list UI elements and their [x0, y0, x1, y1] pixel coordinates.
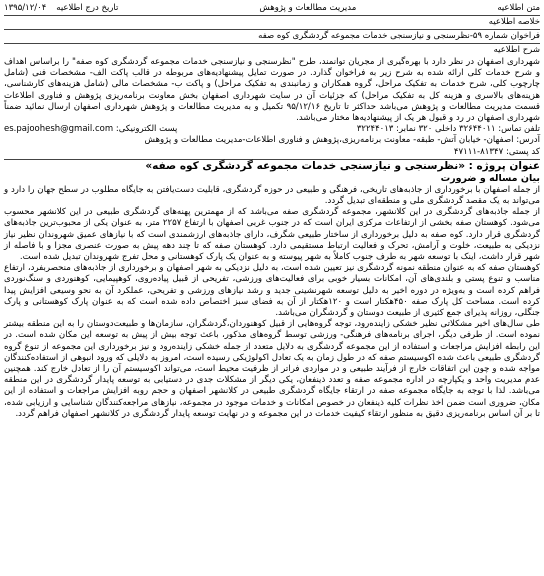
- body-paragraph: کوهستان صفه که به عنوان منطقه نمونه گردشگری نیز تعیین شده است، به دلیل نزدیکی به شهر اصفهان و برخورداری از جاذبه‌های منحصربفرد، ارتفاع مناسب و تنوع پستی و بلندی‌های آن، امکانات بسیار خوبی برای فعالیت‌های ورزشی، تفریحی از قبیل پیاده‌روی، کوهپیمایی، کوهنوردی و سنگ‌نوردی فراهم کرده است و به‌ویژه در دوره اخیر به دلیل توسعه شهرنشینی جدید و رشد نیازهای ورزشی و تفریحی، عملکرد آن به نحو وسیعی افزایش پیدا کرده است. مساحت کل پارک صفه ۴۵۰هکتار است و ۱۲۰هکتار از آن به فضای سبز اختصاص داده شده است که به عنوان پارک کوهستانی و پارک جنگلی، روزانه پذیرای جمع کثیری از طبیعت دوستان و گردشگران می‌باشد.: [4, 263, 541, 319]
- project-title: عنوان پروژه : «نظرسنجی و نیازسنجی خدمات مجموعه گردشگری کوه صفه»: [4, 159, 540, 173]
- intro-paragraph: شهرداری اصفهان در نظر دارد با بهره‌گیری از مجریان توانمند، طرح "نظرسنجی و نیازسنجی خدمات مجموعه گردشگری کوه صفه" را براساس اهداف و شرح خدمات کلی ارائه شده به شرح زیر به فراخوان گذارد. در صورت تمایل پیشنهادیه‌های مربوطه در قالب پاکت الف- مشخصات فنی (شامل چارچوب کلی، شرح خدمات به تفکیک مراحل، گروه همکاران و زمانبندی به تفکیک مراحل) و پاکت ب- مشخصات مالی (شامل هزینه‌های کارشناسی، هزینه‌های بالاسری و هزینه کل به تفکیک مراحل) که جزئیات آن در سایت شهرداری اصفهان بخش معاونت برنامه‌ریزی پژوهش و فناوری اطلاعات قسمت مدیریت مطالعات و پژوهش می‌باشد حداکثر تا تاریخ ۹۵/۱۲/۱۶ تکمیل و به مدیریت مطالعات و پژوهش شهرداری اصفهان ارسال نمائید ضمناً شهرداری اصفهان در رد و قبول هر یک از پیشنهادیه‌ها مختار می‌باشد.: [4, 57, 540, 124]
- contact-row: [4, 124, 540, 135]
- date-label: تاریخ درج اطلاعیه: [56, 3, 119, 13]
- phone-info: تلفن تماس: ۳۲۶۴۴۰۱۱ داخلی ۳۲۰ نمابر: ۳۲۲۴۴۰۱۳: [356, 124, 540, 135]
- email-label: پست الکترونیکی:: [115, 124, 178, 135]
- body-paragraph: طی سال‌های اخیر مشکلاتی نظیر خشکی زاینده‌رود، توجه گروه‌هایی از قبیل کوهنوردان،گردشگران، سازمان‌ها و طبیعت‌دوستان را به این منطقه بیشتر نموده است. از طرفی دیگر، اجرای برنامه‌های فرهنگی- ورزشی توسط گروه‌های مذکور، باعث توجه بیش از پیش به توسعه این مکان شده است. در این رابطه افزایش مراجعات و استفاده از این مجموعه گردشگری به دلایل متعدد از جمله خشکی زاینده‌رود و نیز برخورداری این مجموعه از تنوع گروه گردشگری طبیعی باعث شده اکوسیستم صفه که در طول زمان به یک تعادل اکولوژیکی رسیده است، امروز به دلایلی که ورود انبوهی از استفاده‌کنندگان مواجه شده و چون این اتفاقات خارج از فرآیند طبیعی و در مواردی فراتر از ظرفیت محیط است، می‌تواند اکوسیستم آن را از تعادل خارج کند. همچنین عدم مدیریت واحد و یکپارچه در اداره مجموعه صفه و تعدد ذینفعان، یکی دیگر از مشکلات جدی در دستیابی به توسعه پایدار گردشگری در این منطقه می‌باشد. لذا با توجه به جایگاه مجموعه صفه در ارتقاء جایگاه گردشگری طبیعی در کلانشهر اصفهان و حجم روبه افزایش مراجعات و استفاده از این مکان، ضروری است ضمن اخذ نظرات کلیه ذینفعان در خصوص امکانات و خدمات موجود در مجموعه، نیازهای مراجعه‌کنندگان شناسایی و ارزیابی شده، تا بر آن اساس برنامه‌ریزی دقیق به منظور ارتقاء کیفیت خدمات در این مجموعه و در نهایت توسعه پایدار گردشگری در کلانشهر اصفهان فراهم گردد.: [4, 319, 540, 419]
- postal-code: کد پستی: ۸۱۳۴۷-۴۷۱۱۱: [453, 146, 540, 157]
- organization-name: مدیریت مطالعات و پژوهش: [259, 3, 357, 13]
- address-info: آدرس: اصفهان- خیابان آتش- طبقه- معاونت برنامه‌ریزی،پژوهش و فناوری اطلاعات-مدیریت مطالعات و پژوهش: [144, 135, 540, 146]
- announcement-source-label: متن اطلاعیه: [497, 3, 540, 13]
- summary-label: خلاصه اطلاعیه: [4, 15, 540, 29]
- section-heading: بیان مساله و ضرورت: [440, 172, 540, 184]
- date-value: ۱۳۹۵/۱۲/۰۴: [4, 3, 47, 13]
- email-address[interactable]: es.pajoohesh@gmail.com: [4, 124, 114, 135]
- meta-row: [4, 2, 540, 15]
- summary-text: فراخوان شماره ۵۹-نظرسنجی و نیازسنجی خدمات مجموعه گردشگری کوه صفه: [4, 29, 540, 43]
- description-label: شرح اطلاعیه: [4, 43, 540, 57]
- date-group: [4, 2, 118, 15]
- body-paragraph: از جمله اصفهان با برخورداری از جاذبه‌های تاریخی، فرهنگی و طبیعی در حوزه گردشگری، قابلیت دست‌یافتن به جایگاه مطلوب در سطح جهان را دارد و می‌تواند به یک مقصد گردشگری ملی و منطقه‌ای تبدیل گردد.: [4, 184, 540, 207]
- email-group: [4, 124, 177, 135]
- body-paragraph: از جمله جاذبه‌های گردشگری در این کلانشهر، مجموعه گردشگری صفه می‌باشد که از مهمترین پهنه‌های گردشگری طبیعی در این کلانشهر محسوب می‌شود. کوهستان صفه بخشی از ارتفاعات مرکزی ایران است که در جنوب غربی اصفهان با ارتفاع ۲۲۵۷ متر، به عنوان یکی از محبوب‌ترین جاذبه‌های گردشگری قرار دارد. کوه صفه به دلیل برخورداری از ساختار طبیعی شگرف، دارای جاذبه‌های ارزشمندی است که با نیازهای عمیق شهروندان نظیر نیاز نزدیکی به طبیعت، خلوت و آرامش، تحرک و فعالیت ارتباط مستقیمی دارد. کوهستان صفه که تا چند دهه پیش به صورت عنصری مجزا و با فاصله از شهر قرار داشت، اینک با توسعه شهر به طرف جنوب کاملاً به شهر پیوسته و به عنوان یک پارک کوهستانی و محل تفرج شهروندان تبدیل شده است.: [4, 207, 540, 263]
